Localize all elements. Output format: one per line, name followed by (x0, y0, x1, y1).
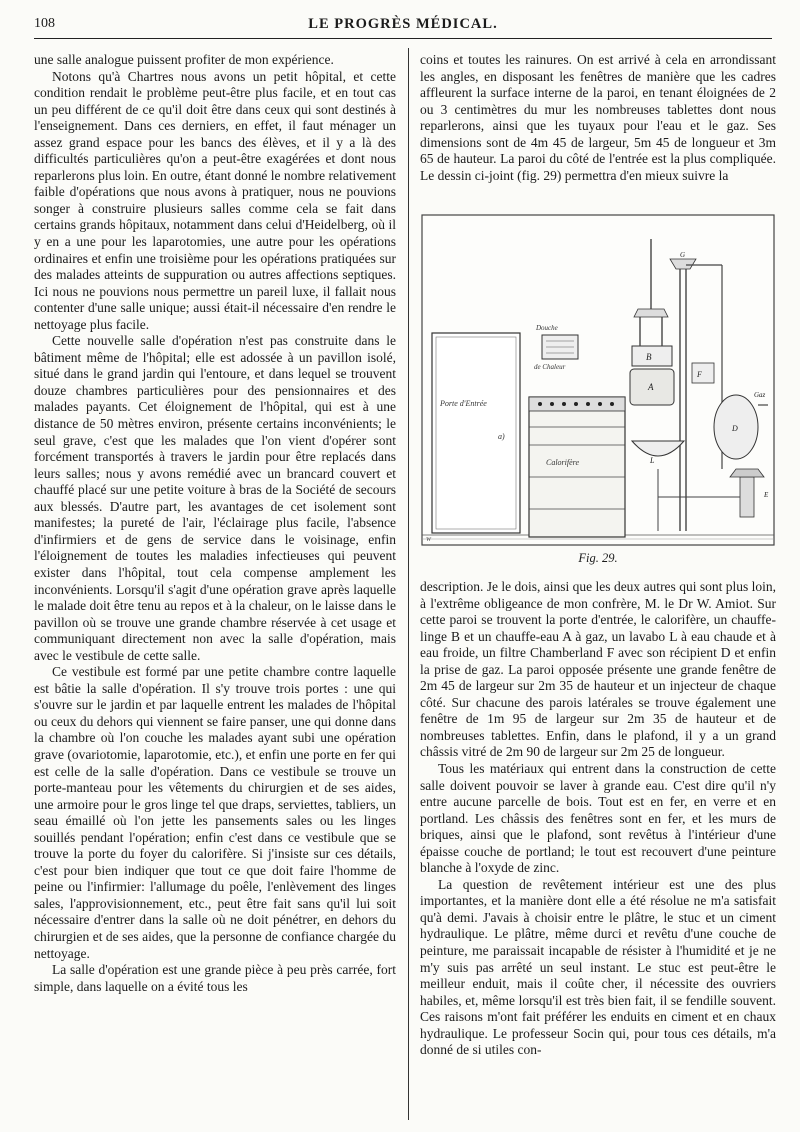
column-divider (408, 48, 409, 1120)
door-label: Porte d'Entrée (440, 399, 487, 408)
entrance-door (432, 333, 520, 533)
filter-f (692, 363, 714, 383)
label-l: L (650, 456, 655, 465)
paragraph: La question de revêtement intérieur est une des plus importantes, et la manière dont elle a été résolue ne m'a satisfait qu'à demi. J'avais à choisir entre le plâtre, le stuc et un ciment hydraulique. Le plâtre, même durci et revêtu d'une couche de peinture, me paraissait incapable de résister à l'humidité et je ne m'y suis pas arrêté un seul instant. Le stuc est peut-être le meilleur enduit, mais il coûte cher, il nécessite des ouvriers habiles, et, même lorsqu'il est très bien fait, il se fendille souvent. Ces raisons m'ont fait préférer les enduits en ciment et en chaux hydraulique. Le professeur Socin qui, pour tous ces détails, m'a donné de si utiles con- (420, 876, 776, 1058)
gaz-label: Gaz (754, 391, 766, 399)
label-w: W (426, 537, 431, 543)
right-column-bottom (420, 579, 776, 1059)
door-mark: a) (498, 432, 505, 441)
paragraph: Notons qu'à Chartres nous avons un petit hôpital, et cette condition rendait le problème peut-être plus facile, et en tout cas un peu différent de ce qu'il doit être dans ceux qui sont destinés à l'enseignement. Dans ces derniers, en effet, il faut ménager un assez grand espace pour les bancs des élèves, et il y a là des difficultés particulières qu'on a peut-être exagérées et dont nous reparlerons plus loin. En outre, étant donné le nombre relativement faible d'opérations que nous avons à pratiquer, nous ne pouvions songer à construire plusieurs salles comme cela se fait dans certains grands hôpitaux, notamment dans celui d'Heidelberg, où il y en a une pour les laparotomies, une autre pour les opérations ordinaires et enfin une troisième pour les opérations pratiquées sur des malades atteints de suppuration ou autres affections septiques. Ici nous ne pouvions nous permettre un pareil luxe, il fallait nous contenter d'une salle unique; aussi était-il nécessaire d'en rendre le nettoyage plus facile. (34, 68, 396, 332)
paragraph: description. Je le dois, ainsi que les deux autres qui sont plus loin, à l'extrême obligeance de mon confrère, M. le Dr W. Amiot. Sur cette paroi se trouvent la porte d'entrée, le calorifère, un chauffe-linge B et un chauffe-eau A à gaz, un lavabo L à eau chaude et à eau froide, un filtre Chamberland F avec son récipient D et enfin la prise de gaz. La paroi opposée présente une grande fenêtre de 2m 45 de largeur sur 2m 35 de hauteur et un injecteur de chaque côté. Sur chacune des parois latérales se trouve également une fenêtre de 1m 95 de largeur sur 2m 35 de hauteur et de nombreuses tablettes. Enfin, dans le plafond, il y a un grand châssis vitré de 2m 90 de largeur sur 2m 25 de longueur. (420, 579, 776, 760)
journal-title: LE PROGRÈS MÉDICAL. (308, 16, 498, 32)
gas-stand (740, 477, 754, 517)
calorifere-label: Calorifère (546, 458, 580, 467)
label-b: B (646, 352, 652, 362)
label-e: E (764, 491, 769, 499)
paragraph: La salle d'opération est une grande pièce à peu près carrée, fort simple, dans laquelle on a évité tous les (34, 962, 396, 994)
linen-warmer-b (632, 346, 672, 366)
label-g: G (680, 251, 686, 259)
left-column (34, 52, 396, 995)
label-a: A (648, 382, 654, 392)
calorifere (529, 397, 625, 537)
operating-room-wall-drawing (418, 209, 778, 553)
figure-caption: Fig. 29. (578, 551, 618, 565)
douche-label: Douche (536, 324, 558, 332)
page-header (34, 16, 772, 39)
paragraph: Ce vestibule est formé par une petite chambre contre laquelle est bâtie la salle d'opération. Il s'y trouve trois portes : une qui s'ouvre sur le jardin et par laquelle entrent les malades de l'hôpital ou ceux du dehors qui viennent se faire panser, une qui donne dans la chambre où l'on couche les malades ayant subi une opération grave (ovariotomie, laparotomie, etc.), et enfin une porte en fer qui est celle de la salle d'opération. Dans ce vestibule se trouve un porte-manteau pour les vêtements du chirurgien et de ses aides, une armoire pour le gros linge tel que draps, serviettes, tabliers, un seau émaillé où l'on jette les pansements sales ou les linges souillés pendant l'opération; enfin c'est dans ce vestibule que se trouve la porte du foyer du calorifère. Si j'insiste sur ces détails, c'est pour bien indiquer que tout ce que doit faire l'homme de peine ou l'infirmier: l'allumage du poêle, l'enlèvement des linges sales, l'approvisionnement, etc., peut être fait sans qu'il lui soit nécessaire d'entrer dans la salle où ne doit pénétrer, en dehors du chirurgien et de ses aides, que la personne de confiance chargée du nettoyage. (34, 664, 396, 961)
right-column-top (420, 52, 776, 184)
page-number: 108 (34, 16, 55, 31)
thermometer-label: de Chaleur (534, 363, 566, 371)
paragraph: Tous les matériaux qui entrent dans la construction de cette salle doivent pouvoir se laver à grande eau. C'est dire qu'il n'y entre aucune parcelle de bois. Tout est en fer, en verre et en portland. Les châssis des fenêtres sont en fer, et les murs de briques, ainsi que le plafond, sont revêtus à l'intérieur d'une épaisse couche de portland; le tout est recouvert d'une peinture blanche à l'oxyde de zinc. (420, 761, 776, 876)
paragraph: une salle analogue puissent profiter de mon expérience. (34, 52, 334, 67)
paragraph: coins et toutes les rainures. On est arrivé à cela en arrondissant les angles, en disposant les fenêtres de manière que les cadres affleurent la surface interne de la paroi, en tenant éloignées de 2 ou 3 centimètres du mur les nombreuses tablettes dont nous reparlerons, ainsi que les tuyaux pour l'eau et le gaz. Ses dimensions sont de 4m 45 de largeur, 5m 45 de longueur et 3m 65 de hauteur. La paroi du côté de l'entrée est la plus compliquée. Le dessin ci-joint (fig. 29) permettra d'en mieux suivre la (420, 52, 776, 183)
label-d: D (732, 424, 738, 433)
paragraph: Cette nouvelle salle d'opération n'est pas construite dans le bâtiment même de l'hôpital; elle est adossée à un pavillon isolé, situé dans le grand jardin qui l'entoure, et dans lequel se trouvent douze chambres particulières pour des pensionnaires et des malades payants. Cet éloignement de l'hôpital, qui est à une distance de 50 mètres environ, présente certains inconvénients; le seul grave, c'est que les malades que l'on vient d'opérer sont forcément transportés à travers le jardin pour être replacés dans leurs salles; nous y avons remédié avec un brancard couvert et chauffé placé sur une petite voiture à bras de la Société de secours aux blessés. D'autre part, les avantages de cet isolement sont manifestes; la pureté de l'air, l'éclairage plus facile, l'absence d'infirmiers et de gens de service dans le voisinage, enfin l'éloignement de toutes les maladies infectieuses qui peuvent exister dans l'hôpital, tout cela compense amplement les inconvénients. Lorsqu'il s'agit d'une opération grave après laquelle le malade doit être tenu au repos et à la chaleur, on le laisse dans le pavillon où se trouve une grande chambre réservée à cet usage et communiquant directement non avec la salle d'opération, mais avec le vestibule de cette salle. (34, 333, 396, 663)
label-f: F (697, 370, 702, 379)
figure-29-illustration (418, 209, 778, 553)
